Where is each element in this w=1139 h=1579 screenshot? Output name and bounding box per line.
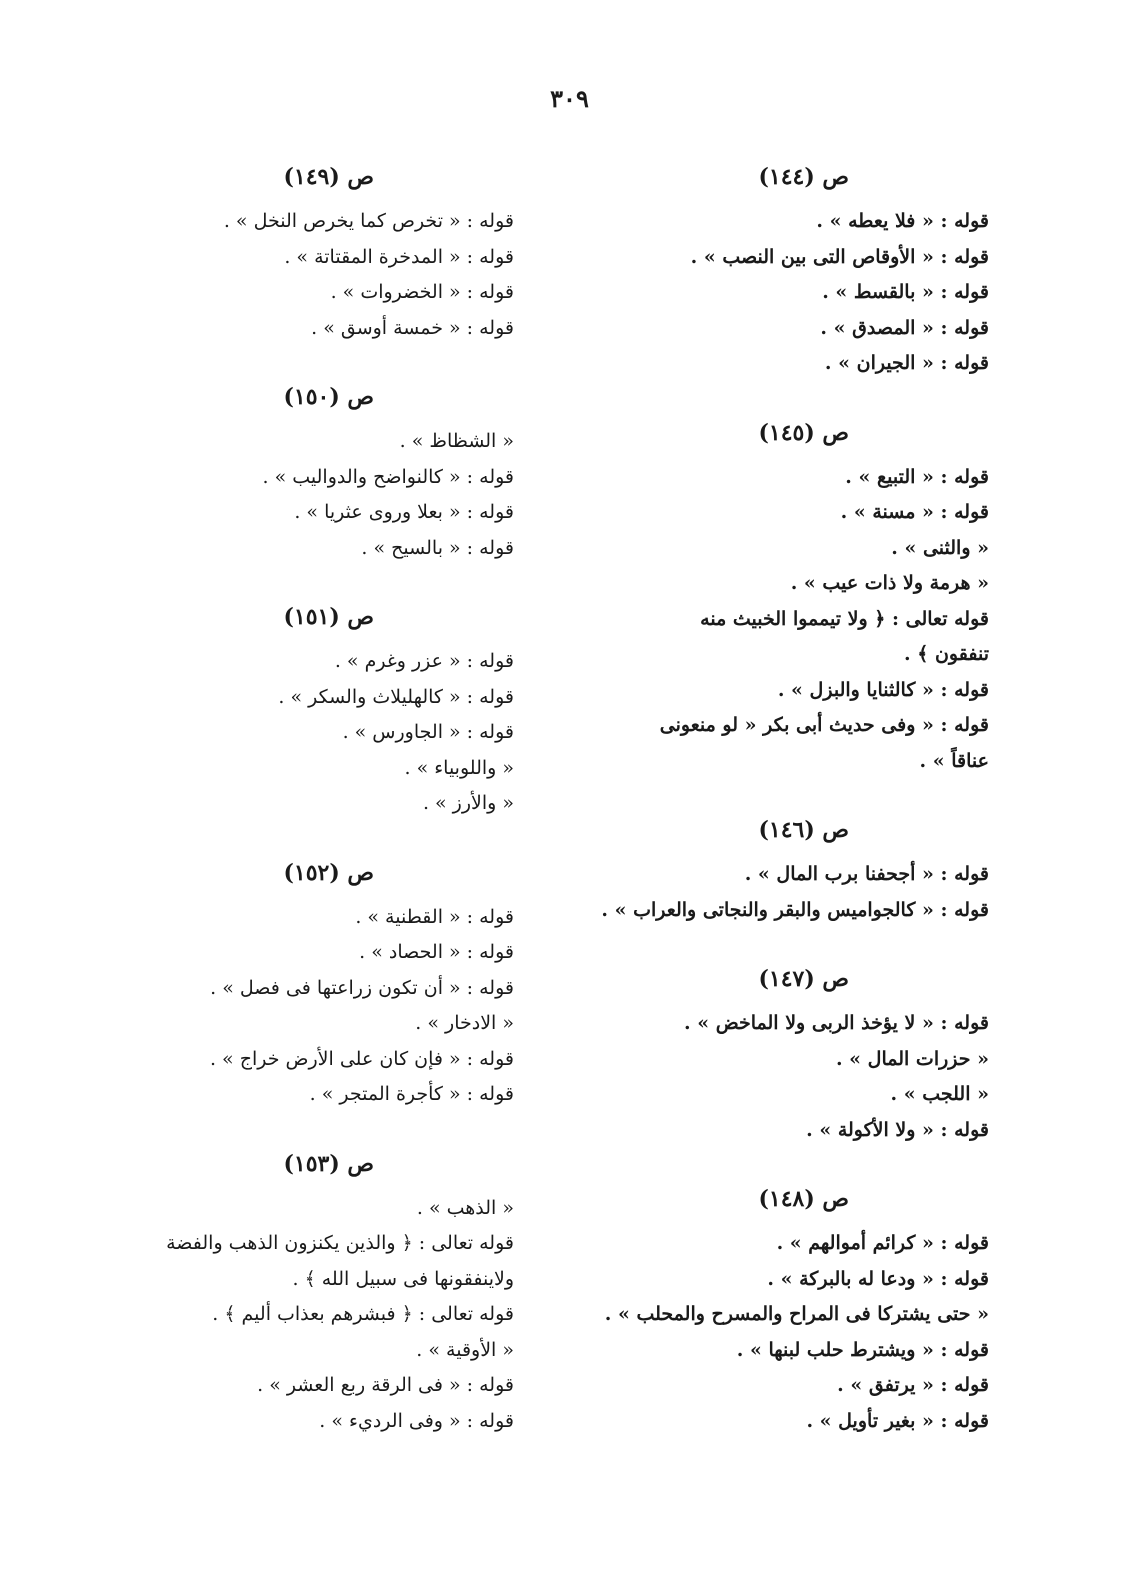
section-heading: ص (١٥٢) bbox=[283, 859, 374, 886]
text-line: قوله تعالى : ﴿ ولا تيمموا الخبيث منه bbox=[700, 607, 989, 630]
text-line: قوله : « بعلا وروى عثريا » . bbox=[294, 501, 514, 523]
page-section bbox=[594, 962, 989, 1148]
text-line: قوله : « بغير تأويل » . bbox=[806, 1409, 989, 1432]
text-line: قوله : « ولا الأكولة » . bbox=[806, 1118, 989, 1141]
text-line: قوله : « الجاورس » . bbox=[342, 721, 514, 743]
section-heading: ص (١٤٦) bbox=[758, 817, 849, 843]
text-line: قوله : « وفى الرديء » . bbox=[319, 1409, 514, 1432]
text-line: قوله : « فإن كان على الأرض خراج » . bbox=[209, 1047, 514, 1070]
text-line: « واللوبياء » . bbox=[404, 756, 514, 779]
text-line: « والثنى » . bbox=[891, 536, 989, 559]
section-heading: ص (١٤٥) bbox=[758, 419, 849, 446]
text-line: قوله : « تخرص كما يخرص النخل » . bbox=[223, 210, 514, 232]
text-line: قوله تعالى : ﴿ فبشرهم بعذاب أليم ﴾ . bbox=[212, 1303, 514, 1325]
section-heading: ص (١٤٩) bbox=[283, 164, 374, 190]
text-line: قوله : « الأوقاص التى بين النصب » . bbox=[690, 245, 989, 268]
text-line: قوله : « كرائم أموالهم » . bbox=[776, 1232, 989, 1254]
text-line: قوله : « وفى حديث أبى بكر « لو منعونى bbox=[659, 714, 989, 736]
text-line: قوله : « بالقسط » . bbox=[822, 281, 989, 303]
text-line: قوله : « الحصاد » . bbox=[359, 941, 514, 963]
text-line: قوله : « التبيع » . bbox=[845, 465, 989, 488]
text-line: قوله : « فلا يعطه » . bbox=[816, 210, 989, 232]
text-line: قوله : « كأجرة المتجر » . bbox=[309, 1083, 514, 1105]
text-line: قوله : « القطنية » . bbox=[355, 905, 514, 928]
section-heading: ص (١٥٣) bbox=[283, 1150, 374, 1177]
text-line: عناقاً » . bbox=[919, 749, 989, 772]
column-left bbox=[109, 160, 514, 1473]
section-heading: ص (١٥٠) bbox=[283, 384, 374, 410]
text-line: قوله : « المصدق » . bbox=[820, 316, 989, 339]
text-line: ولاينفقونها فى سبيل الله ﴾ . bbox=[292, 1267, 514, 1290]
text-line: قوله : « المدخرة المقتاتة » . bbox=[284, 245, 514, 268]
page-section bbox=[109, 1147, 514, 1440]
text-line: قوله : « كالنواضح والدواليب » . bbox=[262, 465, 514, 488]
text-line: قوله : « مسنة » . bbox=[840, 501, 989, 523]
text-line: قوله : « عزر وغرم » . bbox=[334, 650, 514, 672]
page-section bbox=[109, 600, 514, 822]
text-line: قوله : « بالسيح » . bbox=[361, 536, 514, 559]
page-section bbox=[109, 380, 514, 566]
section-heading: ص (١٤٨) bbox=[758, 1186, 849, 1212]
text-line: قوله : « يرتفق » . bbox=[837, 1374, 989, 1396]
page-section bbox=[594, 416, 989, 780]
text-line: قوله : « خمسة أوسق » . bbox=[311, 316, 514, 339]
text-line: قوله : « ويشترط حلب لبنها » . bbox=[736, 1338, 989, 1361]
text-line: قوله : « كالجواميس والبقر والنجاتى والعراب » . bbox=[601, 898, 989, 921]
column-right bbox=[594, 160, 989, 1473]
section-heading: ص (١٤٤) bbox=[758, 164, 849, 190]
page-section bbox=[594, 160, 989, 382]
text-line: « الذهب » . bbox=[416, 1196, 514, 1219]
text-line: قوله : « فى الرقة ربع العشر » . bbox=[257, 1374, 514, 1396]
text-line: قوله : « الجيران » . bbox=[824, 352, 989, 374]
text-line: قوله : « أجحفنا برب المال » . bbox=[744, 863, 989, 885]
section-heading: ص (١٤٧) bbox=[758, 966, 849, 992]
text-line: « حزرات المال » . bbox=[835, 1047, 989, 1070]
page-section bbox=[109, 856, 514, 1113]
text-line: « حتى يشتركا فى المراح والمسرح والمحلب » . bbox=[604, 1303, 989, 1325]
text-line: « الأوقية » . bbox=[416, 1338, 514, 1361]
text-line: « الشظاظ » . bbox=[399, 430, 514, 452]
text-line: تنفقون ﴾ . bbox=[904, 643, 989, 665]
text-line: « هرمة ولا ذات عيب » . bbox=[790, 572, 989, 594]
page-section bbox=[594, 1182, 989, 1439]
text-line: قوله : « لا يؤخذ الربى ولا الماخض » . bbox=[684, 1012, 989, 1034]
page-number: ٣٠٩ bbox=[550, 84, 589, 113]
text-line: قوله : « الخضروات » . bbox=[330, 281, 514, 303]
text-line: قوله : « ودعا له بالبركة » . bbox=[767, 1267, 989, 1290]
text-line: « اللجب » . bbox=[890, 1083, 989, 1105]
page-section bbox=[109, 160, 514, 346]
text-line: قوله : « أن تكون زراعتها فى فصل » . bbox=[210, 976, 514, 999]
text-line: قوله : « كالثنايا والبزل » . bbox=[777, 678, 989, 701]
text-line: « والأرز » . bbox=[422, 792, 514, 814]
section-heading: ص (١٥١) bbox=[283, 604, 374, 630]
text-line: قوله تعالى : ﴿ والذين يكنزون الذهب والفضة bbox=[166, 1232, 514, 1254]
text-line: قوله : « كالهليلاث والسكر » . bbox=[278, 685, 514, 708]
page-section bbox=[594, 813, 989, 928]
text-line: « الادخار » . bbox=[415, 1012, 514, 1034]
